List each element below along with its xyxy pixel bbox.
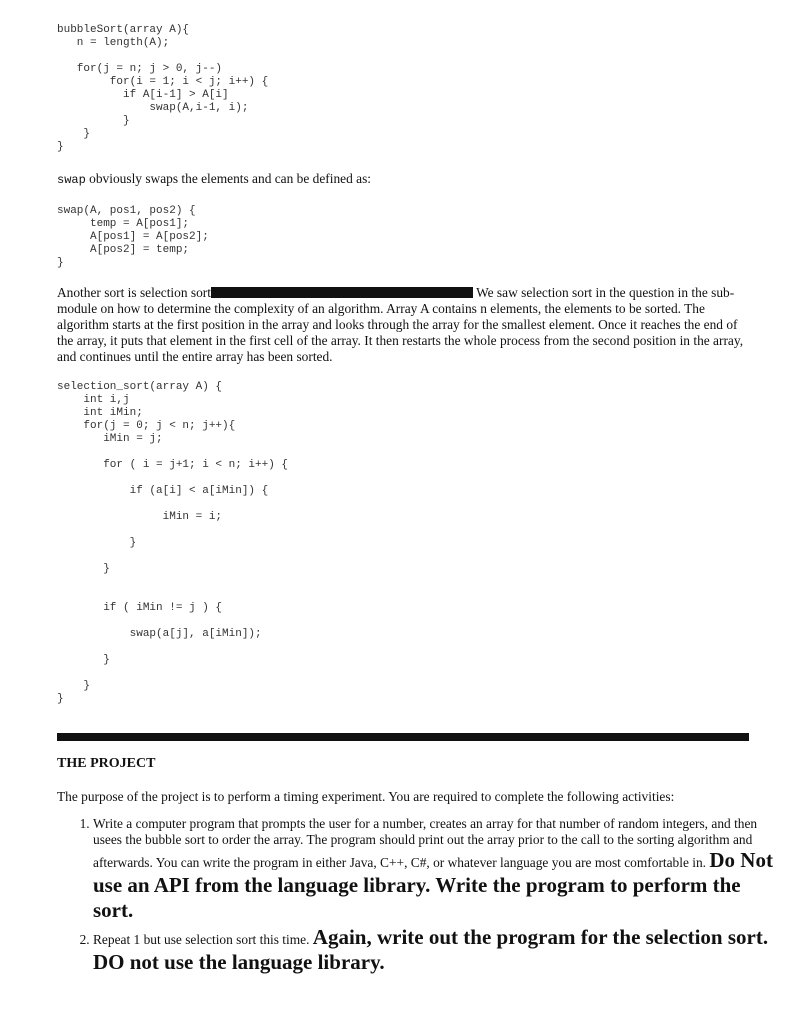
activities-list xyxy=(57,816,773,977)
swap-intro-text: obviously swaps the elements and can be defined as: xyxy=(85,171,372,186)
activity-2-text: Repeat 1 but use selection sort this time. xyxy=(93,932,313,947)
selection-sort-intro-paragraph xyxy=(57,285,747,365)
activity-item-1 xyxy=(93,816,773,923)
activity-2-emphasis: Again, write out the program for the selection sort. DO not use the language library. xyxy=(93,925,769,974)
activity-1-text: Write a computer program that prompts the user for a number, creates an array for that number of random integers, and then usees the bubble sort to order the array. The program should print out the array prior to the call to the sorting algorithm and afterwards. You can write the program in either Java, C++, C#, or whatever language you are most comfortable in. xyxy=(93,816,758,870)
project-heading: THE PROJECT xyxy=(57,756,156,771)
bubble-sort-code: bubbleSort(array A){ n = length(A); for(j = n; j > 0, j--) for(i = 1; i < j; i++) { if A[i-1] > A[i] swap(A,i-1, i); } } } xyxy=(57,24,269,153)
redacted-line xyxy=(57,733,749,741)
project-intro: The purpose of the project is to perform a timing experiment. You are required to complete the following activities: xyxy=(57,789,675,804)
selection-intro-lead: Another sort is selection sort xyxy=(57,285,211,300)
selection-sort-code: selection_sort(array A) { int i,j int iMin; for(j = 0; j < n; j++){ iMin = j; for ( i = j+1; i < n; i++) { if (a[i] < a[iMin]) { iMin = i; } } if ( iMin != j ) { swap(a[j], a[iMin]); } } } xyxy=(57,381,289,705)
selection-intro-body: We saw selection sort in the question in the sub-module on how to determine the complexity of an algorithm. Array A contains n elements, the elements to be sorted. The algorithm starts at the first position in the array and looks through the array for the smallest element. Once it reaches the end of the array, it puts that element in the first cell of the array. It then restarts the whole process from the second position in the array, and continues until the entire array has been sorted. xyxy=(57,285,744,364)
activity-1-emphasis: Do Not use an API from the language library. Write the program to perform the sort. xyxy=(93,848,773,922)
activity-item-2 xyxy=(93,925,773,975)
redacted-link xyxy=(211,287,473,298)
swap-keyword: swap xyxy=(57,173,86,187)
swap-intro-paragraph xyxy=(57,171,747,188)
swap-code: swap(A, pos1, pos2) { temp = A[pos1]; A[pos1] = A[pos2]; A[pos2] = temp; } xyxy=(57,205,209,269)
